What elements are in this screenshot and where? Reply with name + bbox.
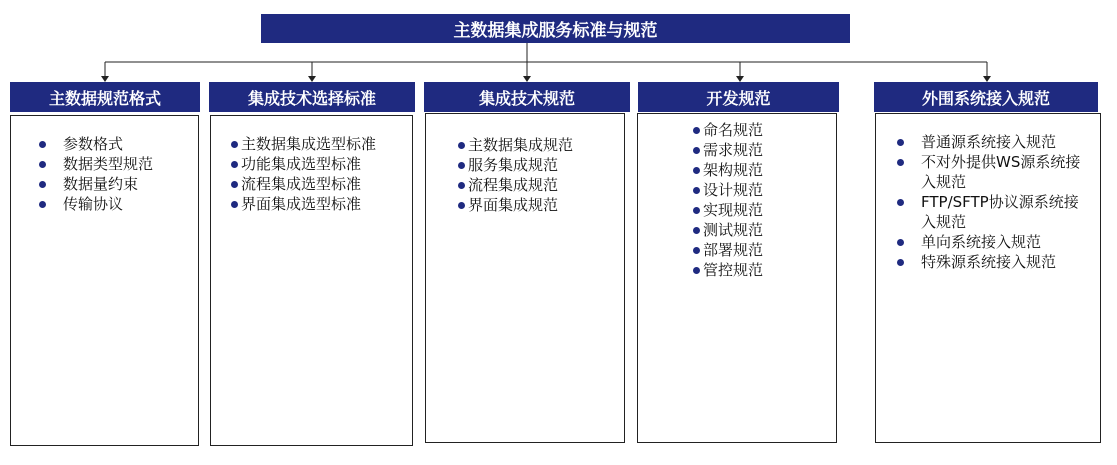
column-box-tech-selection: [210, 115, 413, 446]
column-header-dev-spec: 开发规范: [638, 82, 839, 112]
bullet-icon: [897, 259, 904, 266]
bullet-icon: [897, 239, 904, 246]
bullet-icon: [458, 182, 465, 189]
bullet-icon: [693, 167, 700, 174]
list-item: 界面集成选型标准: [241, 194, 376, 214]
diagram-title: 主数据集成服务标准与规范: [261, 14, 850, 43]
list-item: 架构规范: [703, 160, 763, 180]
column-header-integration-spec: 集成技术规范: [424, 82, 630, 112]
list-item: 实现规范: [703, 200, 763, 220]
item-list: [241, 134, 376, 214]
list-item: 传输协议: [63, 194, 153, 214]
column-box-data-format: [10, 115, 199, 446]
column-box-external-access: [875, 113, 1101, 443]
list-item: 参数格式: [63, 134, 153, 154]
list-item: 命名规范: [703, 120, 763, 140]
item-list: [703, 120, 763, 280]
list-item: 管控规范: [703, 260, 763, 280]
bullet-icon: [231, 141, 238, 148]
bullet-icon: [39, 201, 46, 208]
list-item: 需求规范: [703, 140, 763, 160]
bullet-icon: [693, 247, 700, 254]
list-item: 测试规范: [703, 220, 763, 240]
list-item: 特殊源系统接入规范: [921, 252, 1089, 272]
list-item: 数据类型规范: [63, 154, 153, 174]
list-item: 服务集成规范: [468, 155, 573, 175]
bullet-icon: [39, 161, 46, 168]
bullet-icon: [458, 202, 465, 209]
list-item: 部署规范: [703, 240, 763, 260]
bullet-icon: [897, 139, 904, 146]
list-item: 不对外提供WS源系统接入规范: [921, 152, 1089, 192]
list-item: 功能集成选型标准: [241, 154, 376, 174]
bullet-icon: [897, 159, 904, 166]
item-list: [63, 134, 153, 214]
bullet-icon: [693, 267, 700, 274]
bullet-icon: [231, 181, 238, 188]
list-item: FTP/SFTP协议源系统接入规范: [921, 192, 1089, 232]
bullet-icon: [693, 207, 700, 214]
bullet-icon: [231, 201, 238, 208]
item-list: [468, 135, 573, 215]
list-item: 界面集成规范: [468, 195, 573, 215]
list-item: 主数据集成选型标准: [241, 134, 376, 154]
list-item: 普通源系统接入规范: [921, 132, 1089, 152]
bullet-icon: [39, 141, 46, 148]
item-list: [921, 132, 1089, 272]
column-header-tech-selection: 集成技术选择标准: [209, 82, 415, 112]
bullet-icon: [693, 147, 700, 154]
list-item: 主数据集成规范: [468, 135, 573, 155]
bullet-icon: [231, 161, 238, 168]
column-header-external-access: 外围系统接入规范: [874, 82, 1098, 112]
column-header-data-format: 主数据规范格式: [10, 82, 200, 112]
column-box-dev-spec: [637, 113, 837, 443]
bullet-icon: [693, 127, 700, 134]
list-item: 数据量约束: [63, 174, 153, 194]
list-item: 设计规范: [703, 180, 763, 200]
list-item: 流程集成规范: [468, 175, 573, 195]
bullet-icon: [693, 187, 700, 194]
list-item: 单向系统接入规范: [921, 232, 1089, 252]
bullet-icon: [458, 162, 465, 169]
list-item: 流程集成选型标准: [241, 174, 376, 194]
bullet-icon: [458, 142, 465, 149]
column-box-integration-spec: [425, 113, 625, 443]
bullet-icon: [693, 227, 700, 234]
bullet-icon: [39, 181, 46, 188]
bullet-icon: [897, 199, 904, 206]
